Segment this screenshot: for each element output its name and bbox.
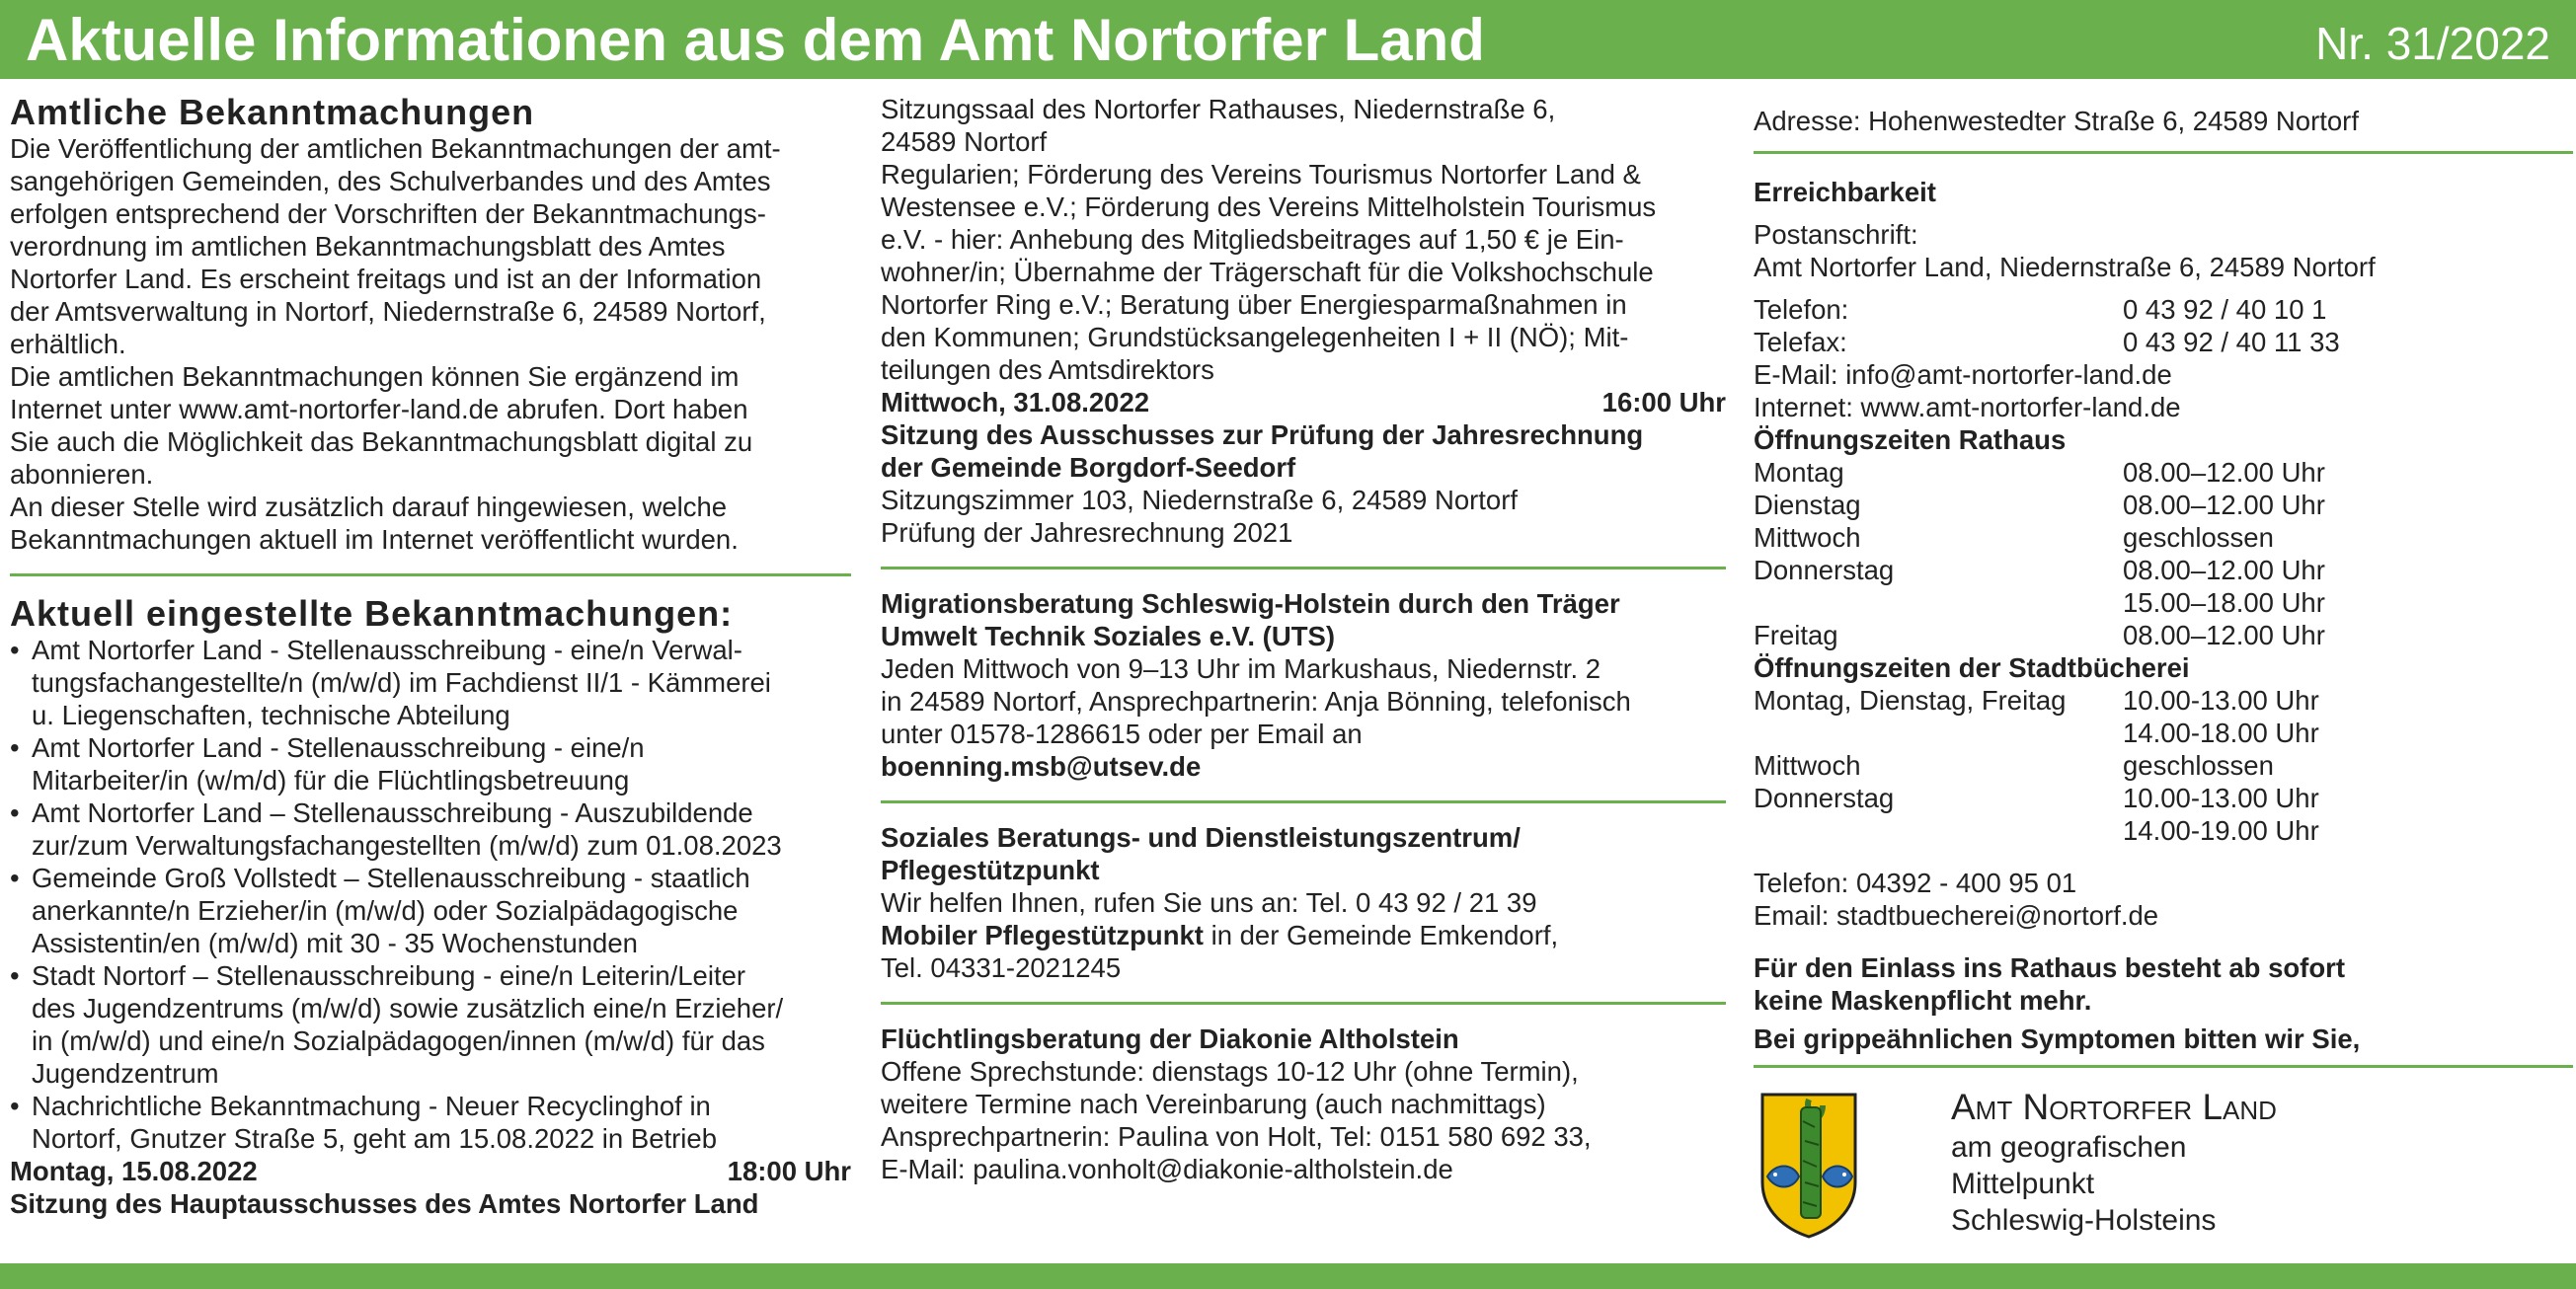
bullet-icon: • bbox=[10, 863, 20, 893]
mobile-care-line bbox=[881, 919, 1726, 951]
text-line: in 24589 Nortorf, Ansprechpartnerin: Anja Bönning, telefonisch bbox=[881, 686, 1631, 717]
text-line: der Gemeinde Borgdorf-Seedorf bbox=[881, 452, 1296, 483]
text-line: Sitzung des Ausschusses zur Prüfung der Jahresrechnung bbox=[881, 419, 1644, 450]
refugee-advice-text bbox=[881, 1055, 1726, 1185]
text-line: Internet unter www.amt-nortorfer-land.de abrufen. Dort haben bbox=[10, 394, 748, 424]
reachability-heading: Erreichbarkeit bbox=[1754, 177, 1936, 207]
item-text: tungsfachangestellte/n (m/w/d) im Fachdienst II/1 - Kämmerei bbox=[32, 667, 771, 698]
hours-row bbox=[1754, 489, 2573, 521]
mobile-care-label: Mobiler Pflegestützpunkt bbox=[881, 920, 1204, 950]
text-line: Soziales Beratungs- und Dienstleistungszentrum/ bbox=[881, 822, 1521, 853]
text-line: Nortorfer Land. Es erscheint freitags und ist an der Information bbox=[10, 264, 762, 294]
item-text: Amt Nortorfer Land - Stellenausschreibung - eine/n bbox=[32, 732, 645, 763]
text-line: keine Maskenpflicht mehr. bbox=[1754, 985, 2092, 1016]
item-text: u. Liegenschaften, technische Abteilung bbox=[32, 700, 510, 730]
page-title: Aktuelle Informationen aus dem Amt Nortorfer Land bbox=[26, 7, 1485, 73]
announcements-list bbox=[10, 634, 851, 1155]
item-text: Jugendzentrum bbox=[32, 1058, 219, 1089]
symptoms-notice: Bei grippeähnlichen Symptomen bitten wir Sie, bbox=[1754, 1024, 2361, 1054]
column-left bbox=[10, 93, 851, 1220]
text-line: Umwelt Technik Soziales e.V. (UTS) bbox=[881, 621, 1335, 651]
section-divider bbox=[1754, 1065, 2573, 1068]
meeting-location bbox=[881, 93, 1726, 158]
logo-title: Amt Nortorfer Land bbox=[1951, 1087, 2277, 1127]
item-text: Gemeinde Groß Vollstedt – Stellenausschreibung - staatlich bbox=[32, 863, 750, 893]
list-item[interactable] bbox=[10, 634, 851, 731]
item-text: Stadt Nortorf – Stellenausschreibung - eine/n Leiterin/Leiter bbox=[32, 960, 746, 991]
meeting2-date: Mittwoch, 31.08.2022 bbox=[881, 387, 1150, 417]
meeting2-date-row bbox=[881, 386, 1726, 418]
day-label: Donnerstag bbox=[1754, 555, 1895, 585]
text-line: An dieser Stelle wird zusätzlich darauf hingewiesen, welche bbox=[10, 492, 728, 522]
mask-notice bbox=[1754, 951, 2573, 1017]
social-center-text: Wir helfen Ihnen, rufen Sie uns an: Tel. 0 43 92 / 21 39 bbox=[881, 887, 1537, 918]
text-line: den Kommunen; Grundstücksangelegenheiten I + II (NÖ); Mit- bbox=[881, 322, 1629, 352]
hours-value: 15.00–18.00 Uhr bbox=[2123, 587, 2325, 618]
text-line: unter 01578-1286615 oder per Email an bbox=[881, 719, 1363, 749]
social-center-title bbox=[881, 821, 1726, 886]
library-phone: Telefon: 04392 - 400 95 01 bbox=[1754, 868, 2077, 898]
text-line: Jeden Mittwoch von 9–13 Uhr im Markushaus, Niedernstr. 2 bbox=[881, 653, 1601, 684]
text-line: Prüfung der Jahresrechnung 2021 bbox=[881, 517, 1293, 548]
text-line: Sitzungssaal des Nortorfer Rathauses, Niedernstraße 6, bbox=[881, 94, 1556, 124]
hours-value: geschlossen bbox=[2123, 522, 2274, 553]
hours-value: 08.00–12.00 Uhr bbox=[2123, 620, 2325, 650]
day-label: Mittwoch bbox=[1754, 522, 1861, 553]
fax-row bbox=[1754, 326, 2573, 358]
hours-value: 08.00–12.00 Uhr bbox=[2123, 490, 2325, 520]
text-line: Bekanntmachungen aktuell im Internet veröffentlicht wurden. bbox=[10, 524, 739, 555]
library-email[interactable]: Email: stadtbuecherei@nortorf.de bbox=[1754, 900, 2159, 931]
section-divider bbox=[881, 1002, 1726, 1005]
fax-value: 0 43 92 / 40 11 33 bbox=[2123, 327, 2340, 357]
hours-row bbox=[1754, 586, 2573, 619]
hours-value: 14.00-19.00 Uhr bbox=[2123, 815, 2319, 846]
day-label: Freitag bbox=[1754, 620, 1838, 650]
day-label bbox=[1754, 814, 2123, 847]
text-line: Pflegestützpunkt bbox=[881, 855, 1100, 885]
meeting2-time: 16:00 Uhr bbox=[1601, 387, 1726, 417]
text-line: E-Mail: paulina.vonholt@diakonie-altholstein.de bbox=[881, 1154, 1453, 1184]
text-line: Sitzungszimmer 103, Niedernstraße 6, 24589 Nortorf bbox=[881, 485, 1519, 515]
item-text: anerkannte/n Erzieher/in (m/w/d) oder Sozialpädagogische bbox=[32, 895, 739, 926]
text-line: Offene Sprechstunde: dienstags 10-12 Uhr (ohne Termin), bbox=[881, 1056, 1579, 1087]
text-line: wohner/in; Übernahme der Trägerschaft für die Volkshochschule bbox=[881, 257, 1654, 287]
text-line: weitere Termine nach Vereinbarung (auch nachmittags) bbox=[881, 1089, 1546, 1119]
text-line: Regularien; Förderung des Vereins Tourismus Nortorfer Land & bbox=[881, 159, 1641, 190]
text-line: der Amtsverwaltung in Nortorf, Niedernstraße 6, 24589 Nortorf, bbox=[10, 296, 766, 327]
item-text: Mitarbeiter/in (w/m/d) für die Flüchtlingsbetreuung bbox=[32, 765, 630, 796]
text-line: Westensee e.V.; Förderung des Vereins Mittelholstein Tourismus bbox=[881, 191, 1657, 222]
library-hours-row bbox=[1754, 749, 2573, 782]
column-middle bbox=[881, 93, 1726, 1185]
text-line: sangehörigen Gemeinden, des Schulverbandes und des Amtes bbox=[10, 166, 771, 196]
day-label: Mittwoch bbox=[1754, 750, 1861, 781]
item-text: Nortorf, Gnutzer Straße 5, geht am 15.08.2022 in Betrieb bbox=[32, 1123, 717, 1154]
text-line: Ansprechpartnerin: Paulina von Holt, Tel: 0151 580 692 33, bbox=[881, 1121, 1592, 1152]
list-item[interactable] bbox=[10, 959, 851, 1090]
day-label bbox=[1754, 586, 2123, 619]
migration-email-link[interactable]: boenning.msb@utsev.de bbox=[881, 751, 1202, 782]
bullet-icon: • bbox=[10, 732, 20, 763]
list-item[interactable] bbox=[10, 1090, 851, 1155]
hours-value: 08.00–12.00 Uhr bbox=[2123, 457, 2325, 488]
library-hours-row bbox=[1754, 684, 2573, 717]
meeting2-title bbox=[881, 418, 1726, 484]
section-divider bbox=[10, 573, 851, 576]
item-text: Nachrichtliche Bekanntmachung - Neuer Recyclinghof in bbox=[32, 1091, 711, 1121]
text-line: 24589 Nortorf bbox=[881, 126, 1048, 157]
meeting-time: 18:00 Uhr bbox=[727, 1156, 851, 1186]
current-announcements-heading: Aktuell eingestellte Bekanntmachungen: bbox=[10, 593, 734, 634]
town-hall-hours-heading: Öffnungszeiten Rathaus bbox=[1754, 424, 2067, 455]
day-label: Montag bbox=[1754, 457, 1844, 488]
hours-value: 10.00-13.00 Uhr bbox=[2123, 685, 2319, 716]
page-header bbox=[0, 0, 2576, 79]
hours-row bbox=[1754, 456, 2573, 489]
library-hours-row bbox=[1754, 782, 2573, 814]
text-line: Schleswig-Holsteins bbox=[1951, 1204, 2217, 1237]
bullet-icon: • bbox=[10, 797, 20, 828]
phone-label: Telefon: bbox=[1754, 294, 1849, 325]
library-hours-row bbox=[1754, 717, 2573, 749]
hours-value: 10.00-13.00 Uhr bbox=[2123, 783, 2319, 813]
meeting-title: Sitzung des Hauptausschusses des Amtes Nortorfer Land bbox=[10, 1188, 759, 1219]
postal-label: Postanschrift: bbox=[1754, 219, 1918, 250]
text-line: am geografischen bbox=[1951, 1131, 2187, 1164]
phone-value[interactable]: 0 43 92 / 40 10 1 bbox=[2123, 294, 2327, 325]
migration-title bbox=[881, 587, 1726, 652]
bullet-icon: • bbox=[10, 1091, 20, 1121]
item-text: Amt Nortorfer Land – Stellenausschreibung - Auszubildende bbox=[32, 797, 753, 828]
meeting-date: Montag, 15.08.2022 bbox=[10, 1156, 258, 1186]
text-line: erfolgen entsprechend der Vorschriften der Bekanntmachungs- bbox=[10, 198, 766, 229]
coat-of-arms-icon bbox=[1759, 1092, 1858, 1240]
library-hours-heading: Öffnungszeiten der Stadtbücherei bbox=[1754, 652, 2190, 683]
fax-label: Telefax: bbox=[1754, 327, 1847, 357]
meeting-date-row bbox=[10, 1155, 851, 1187]
text-line: verordnung im amtlichen Bekanntmachungsblatt des Amtes bbox=[10, 231, 726, 262]
list-item[interactable] bbox=[10, 731, 851, 796]
list-item[interactable] bbox=[10, 796, 851, 862]
text-line: Für den Einlass ins Rathaus besteht ab sofort bbox=[1754, 952, 2345, 983]
mobile-care-text: in der Gemeinde Emkendorf, bbox=[1203, 920, 1559, 950]
item-text: des Jugendzentrums (m/w/d) sowie zusätzlich eine/n Erzieher/ bbox=[32, 993, 784, 1024]
email-line[interactable]: E-Mail: info@amt-nortorfer-land.de bbox=[1754, 359, 2172, 390]
hours-row bbox=[1754, 619, 2573, 651]
issue-number: Nr. 31/2022 bbox=[2315, 18, 2550, 69]
day-label: Montag, Dienstag, Freitag bbox=[1754, 685, 2067, 716]
item-text: Amt Nortorfer Land - Stellenausschreibung - eine/n Verwal- bbox=[32, 635, 742, 665]
text-line: Mittelpunkt bbox=[1951, 1168, 2095, 1200]
postal-address: Amt Nortorfer Land, Niedernstraße 6, 24589 Nortorf bbox=[1754, 252, 2376, 282]
meeting2-details bbox=[881, 484, 1726, 549]
day-label: Dienstag bbox=[1754, 490, 1861, 520]
text-line: abonnieren. bbox=[10, 459, 154, 490]
hours-value: 08.00–12.00 Uhr bbox=[2123, 555, 2325, 585]
text-line: Nortorfer Ring e.V.; Beratung über Energiesparmaßnahmen in bbox=[881, 289, 1627, 320]
official-announcements-text bbox=[10, 132, 851, 556]
hours-row bbox=[1754, 521, 2573, 554]
mobile-care-phone: Tel. 04331-2021245 bbox=[881, 952, 1122, 983]
column-right bbox=[1754, 93, 2573, 1246]
migration-text bbox=[881, 652, 1726, 750]
official-announcements-heading: Amtliche Bekanntmachungen bbox=[10, 92, 535, 132]
text-line: erhältlich. bbox=[10, 329, 126, 359]
hours-row bbox=[1754, 554, 2573, 586]
text-line: Sie auch die Möglichkeit das Bekanntmachungsblatt digital zu bbox=[10, 426, 753, 457]
item-text: zur/zum Verwaltungsfachangestellten (m/w/d) zum 01.08.2023 bbox=[32, 830, 782, 861]
text-line: Migrationsberatung Schleswig-Holstein durch den Träger bbox=[881, 588, 1620, 619]
footer-bar bbox=[0, 1263, 2576, 1289]
hours-value: geschlossen bbox=[2123, 750, 2274, 781]
text-line: teilungen des Amtsdirektors bbox=[881, 354, 1214, 385]
section-divider bbox=[1754, 151, 2573, 154]
day-label bbox=[1754, 717, 2123, 749]
day-label: Donnerstag bbox=[1754, 783, 1895, 813]
address-line: Adresse: Hohenwestedter Straße 6, 24589 Nortorf bbox=[1754, 106, 2359, 136]
text-line: Die amtlichen Bekanntmachungen können Sie ergänzend im bbox=[10, 361, 740, 392]
section-divider bbox=[881, 800, 1726, 803]
list-item[interactable] bbox=[10, 862, 851, 959]
hours-value: 14.00-18.00 Uhr bbox=[2123, 718, 2319, 748]
text-line: Die Veröffentlichung der amtlichen Bekanntmachungen der amt- bbox=[10, 133, 781, 164]
phone-row bbox=[1754, 293, 2573, 326]
item-text: Assistentin/en (m/w/d) mit 30 - 35 Wochenstunden bbox=[32, 928, 638, 958]
bullet-icon: • bbox=[10, 635, 20, 665]
section-divider bbox=[881, 567, 1726, 569]
internet-line[interactable]: Internet: www.amt-nortorfer-land.de bbox=[1754, 392, 2181, 422]
meeting-agenda bbox=[881, 158, 1726, 386]
item-text: in (m/w/d) und eine/n Sozialpädagogen/innen (m/w/d) für das bbox=[32, 1025, 765, 1056]
bullet-icon: • bbox=[10, 960, 20, 991]
text-line: e.V. - hier: Anhebung des Mitgliedsbeitrages auf 1,50 € je Ein- bbox=[881, 224, 1624, 255]
amt-logo-block bbox=[1754, 1088, 2573, 1246]
library-hours-row bbox=[1754, 814, 2573, 847]
refugee-advice-title: Flüchtlingsberatung der Diakonie Altholstein bbox=[881, 1024, 1459, 1054]
logo-subtitle bbox=[1951, 1129, 2216, 1239]
